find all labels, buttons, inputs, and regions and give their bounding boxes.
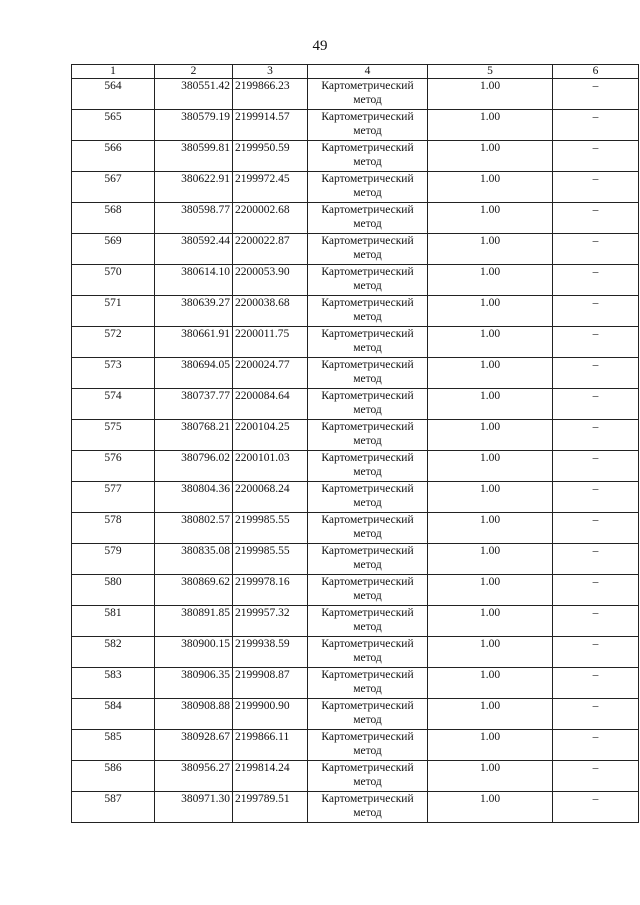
accuracy-cell: 1.00 [428,110,553,141]
point-number-cell: 578 [72,513,155,544]
accuracy-cell: 1.00 [428,482,553,513]
method-cell: Картометрический метод [308,420,428,451]
note-cell: – [553,420,639,451]
y-coordinate-cell: 2200104.25 [233,420,308,451]
method-cell: Картометрический метод [308,265,428,296]
point-number-cell: 566 [72,141,155,172]
accuracy-cell: 1.00 [428,141,553,172]
method-cell: Картометрический метод [308,482,428,513]
y-coordinate-cell: 2199900.90 [233,699,308,730]
note-cell: – [553,792,639,823]
method-cell: Картометрический метод [308,544,428,575]
accuracy-cell: 1.00 [428,699,553,730]
table-row [72,327,639,358]
accuracy-cell: 1.00 [428,637,553,668]
accuracy-cell: 1.00 [428,327,553,358]
x-coordinate-cell: 380928.67 [155,730,233,761]
y-coordinate-cell: 2200011.75 [233,327,308,358]
accuracy-cell: 1.00 [428,792,553,823]
method-cell: Картометрический метод [308,203,428,234]
method-cell: Картометрический метод [308,699,428,730]
table-row [72,699,639,730]
method-cell: Картометрический метод [308,172,428,203]
table-row [72,544,639,575]
note-cell: – [553,668,639,699]
note-cell: – [553,451,639,482]
method-cell: Картометрический метод [308,296,428,327]
accuracy-cell: 1.00 [428,265,553,296]
y-coordinate-cell: 2199938.59 [233,637,308,668]
y-coordinate-cell: 2200084.64 [233,389,308,420]
coordinates-table [71,64,639,823]
y-coordinate-cell: 2199972.45 [233,172,308,203]
column-header-5: 5 [428,65,553,79]
table-row [72,575,639,606]
table-row [72,203,639,234]
note-cell: – [553,761,639,792]
accuracy-cell: 1.00 [428,606,553,637]
point-number-cell: 586 [72,761,155,792]
note-cell: – [553,482,639,513]
accuracy-cell: 1.00 [428,668,553,699]
point-number-cell: 565 [72,110,155,141]
method-cell: Картометрический метод [308,761,428,792]
column-header-4: 4 [308,65,428,79]
note-cell: – [553,296,639,327]
point-number-cell: 568 [72,203,155,234]
y-coordinate-cell: 2199985.55 [233,544,308,575]
point-number-cell: 574 [72,389,155,420]
table-row [72,296,639,327]
x-coordinate-cell: 380869.62 [155,575,233,606]
method-cell: Картометрический метод [308,792,428,823]
x-coordinate-cell: 380906.35 [155,668,233,699]
y-coordinate-cell: 2200022.87 [233,234,308,265]
column-header-1: 1 [72,65,155,79]
point-number-cell: 572 [72,327,155,358]
note-cell: – [553,172,639,203]
y-coordinate-cell: 2199978.16 [233,575,308,606]
method-cell: Картометрический метод [308,513,428,544]
table-row [72,792,639,823]
point-number-cell: 581 [72,606,155,637]
accuracy-cell: 1.00 [428,544,553,575]
method-cell: Картометрический метод [308,606,428,637]
point-number-cell: 584 [72,699,155,730]
point-number-cell: 573 [72,358,155,389]
method-cell: Картометрический метод [308,668,428,699]
x-coordinate-cell: 380900.15 [155,637,233,668]
y-coordinate-cell: 2199985.55 [233,513,308,544]
method-cell: Картометрический метод [308,234,428,265]
accuracy-cell: 1.00 [428,203,553,234]
x-coordinate-cell: 380639.27 [155,296,233,327]
table-body [72,79,639,823]
point-number-cell: 569 [72,234,155,265]
point-number-cell: 585 [72,730,155,761]
accuracy-cell: 1.00 [428,358,553,389]
column-header-2: 2 [155,65,233,79]
point-number-cell: 587 [72,792,155,823]
accuracy-cell: 1.00 [428,172,553,203]
y-coordinate-cell: 2199908.87 [233,668,308,699]
y-coordinate-cell: 2200101.03 [233,451,308,482]
table-row [72,637,639,668]
point-number-cell: 583 [72,668,155,699]
table-row [72,668,639,699]
method-cell: Картометрический метод [308,327,428,358]
accuracy-cell: 1.00 [428,761,553,792]
point-number-cell: 571 [72,296,155,327]
note-cell: – [553,637,639,668]
accuracy-cell: 1.00 [428,296,553,327]
y-coordinate-cell: 2200053.90 [233,265,308,296]
accuracy-cell: 1.00 [428,513,553,544]
y-coordinate-cell: 2199789.51 [233,792,308,823]
x-coordinate-cell: 380592.44 [155,234,233,265]
y-coordinate-cell: 2199914.57 [233,110,308,141]
table-row [72,110,639,141]
note-cell: – [553,358,639,389]
x-coordinate-cell: 380956.27 [155,761,233,792]
point-number-cell: 576 [72,451,155,482]
method-cell: Картометрический метод [308,110,428,141]
x-coordinate-cell: 380971.30 [155,792,233,823]
page-number: 49 [312,38,328,54]
x-coordinate-cell: 380737.77 [155,389,233,420]
method-cell: Картометрический метод [308,730,428,761]
method-cell: Картометрический метод [308,389,428,420]
y-coordinate-cell: 2200038.68 [233,296,308,327]
table-row [72,79,639,110]
y-coordinate-cell: 2200024.77 [233,358,308,389]
x-coordinate-cell: 380891.85 [155,606,233,637]
point-number-cell: 579 [72,544,155,575]
table-row [72,451,639,482]
y-coordinate-cell: 2199866.23 [233,79,308,110]
note-cell: – [553,513,639,544]
note-cell: – [553,203,639,234]
point-number-cell: 575 [72,420,155,451]
method-cell: Картометрический метод [308,575,428,606]
note-cell: – [553,234,639,265]
x-coordinate-cell: 380614.10 [155,265,233,296]
accuracy-cell: 1.00 [428,420,553,451]
x-coordinate-cell: 380802.57 [155,513,233,544]
y-coordinate-cell: 2200068.24 [233,482,308,513]
point-number-cell: 582 [72,637,155,668]
accuracy-cell: 1.00 [428,79,553,110]
x-coordinate-cell: 380804.36 [155,482,233,513]
note-cell: – [553,265,639,296]
point-number-cell: 577 [72,482,155,513]
x-coordinate-cell: 380694.05 [155,358,233,389]
table-row [72,234,639,265]
x-coordinate-cell: 380768.21 [155,420,233,451]
table-row [72,606,639,637]
table-row [72,265,639,296]
note-cell: – [553,544,639,575]
point-number-cell: 570 [72,265,155,296]
x-coordinate-cell: 380579.19 [155,110,233,141]
x-coordinate-cell: 380908.88 [155,699,233,730]
point-number-cell: 564 [72,79,155,110]
table-row [72,141,639,172]
table-row [72,482,639,513]
note-cell: – [553,606,639,637]
method-cell: Картометрический метод [308,141,428,172]
table-row [72,761,639,792]
accuracy-cell: 1.00 [428,451,553,482]
x-coordinate-cell: 380551.42 [155,79,233,110]
method-cell: Картометрический метод [308,451,428,482]
method-cell: Картометрический метод [308,358,428,389]
accuracy-cell: 1.00 [428,234,553,265]
x-coordinate-cell: 380796.02 [155,451,233,482]
column-header-6: 6 [553,65,639,79]
table-row [72,172,639,203]
note-cell: – [553,141,639,172]
y-coordinate-cell: 2199957.32 [233,606,308,637]
note-cell: – [553,730,639,761]
x-coordinate-cell: 380598.77 [155,203,233,234]
method-cell: Картометрический метод [308,79,428,110]
accuracy-cell: 1.00 [428,389,553,420]
note-cell: – [553,389,639,420]
note-cell: – [553,110,639,141]
x-coordinate-cell: 380622.91 [155,172,233,203]
x-coordinate-cell: 380835.08 [155,544,233,575]
accuracy-cell: 1.00 [428,575,553,606]
method-cell: Картометрический метод [308,637,428,668]
table-row [72,420,639,451]
x-coordinate-cell: 380599.81 [155,141,233,172]
y-coordinate-cell: 2199814.24 [233,761,308,792]
y-coordinate-cell: 2199866.11 [233,730,308,761]
x-coordinate-cell: 380661.91 [155,327,233,358]
table-row [72,389,639,420]
note-cell: – [553,575,639,606]
point-number-cell: 567 [72,172,155,203]
y-coordinate-cell: 2200002.68 [233,203,308,234]
table-header-row [72,65,639,79]
y-coordinate-cell: 2199950.59 [233,141,308,172]
table-row [72,513,639,544]
table-row [72,730,639,761]
note-cell: – [553,79,639,110]
column-header-3: 3 [233,65,308,79]
note-cell: – [553,327,639,358]
note-cell: – [553,699,639,730]
accuracy-cell: 1.00 [428,730,553,761]
point-number-cell: 580 [72,575,155,606]
table-row [72,358,639,389]
